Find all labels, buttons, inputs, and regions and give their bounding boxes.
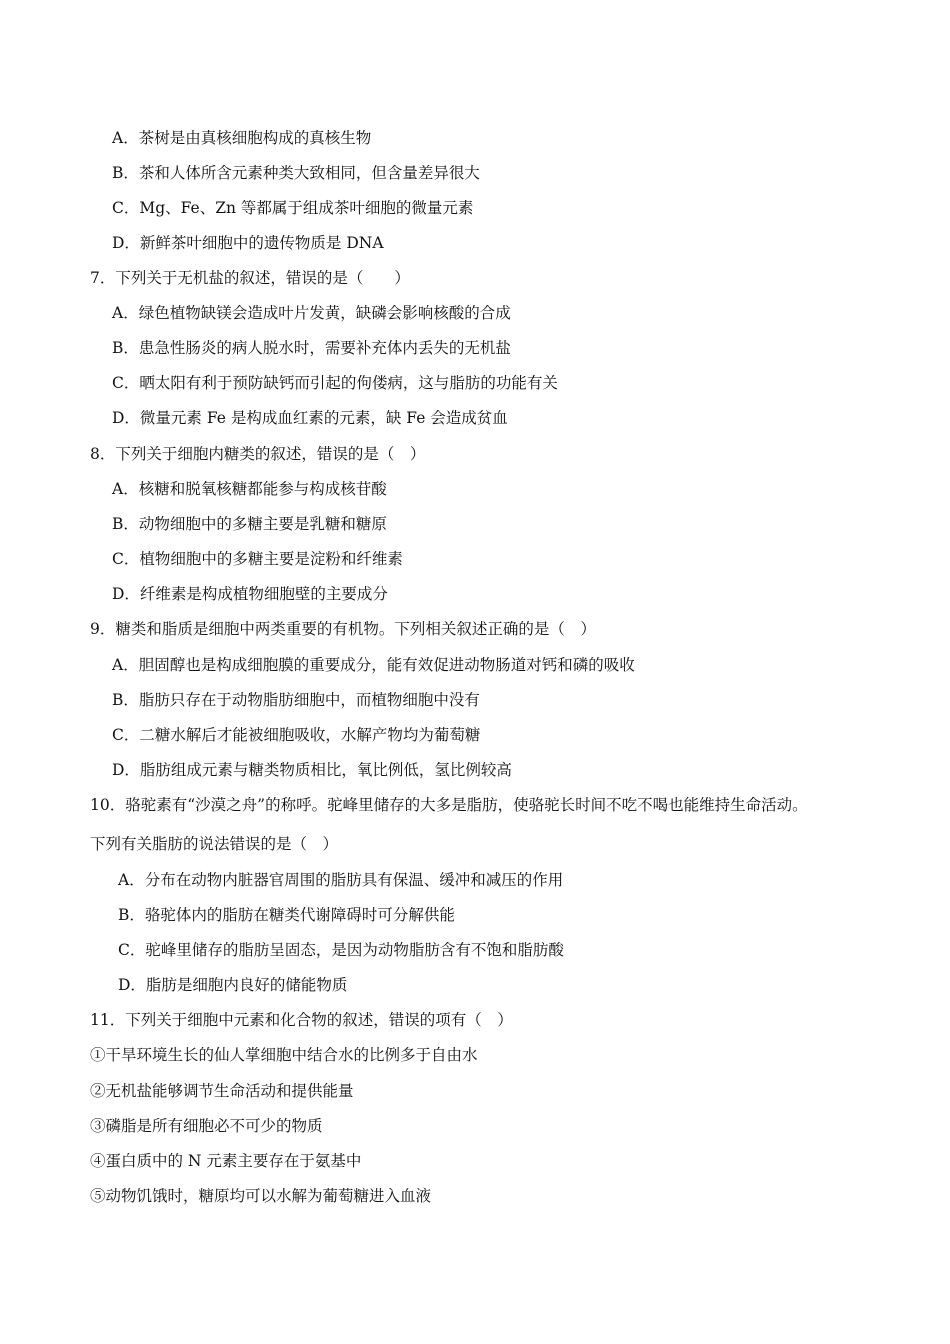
q10-stem-line2: 下列有关脂肪的说法错误的是（ ） <box>90 835 339 853</box>
q6-option-b: B．茶和人体所含元素种类大致相同，但含量差异很大 <box>112 164 480 182</box>
q9-stem: 9．糖类和脂质是细胞中两类重要的有机物。下列相关叙述正确的是（ ） <box>90 620 596 638</box>
q9-option-a: A．胆固醇也是构成细胞膜的重要成分，能有效促进动物肠道对钙和磷的吸收 <box>112 656 635 674</box>
q9-option-c: C．二糖水解后才能被细胞吸收，水解产物均为葡萄糖 <box>112 726 481 744</box>
q6-option-a: A．茶树是由真核细胞构成的真核生物 <box>112 129 372 147</box>
q6-option-d: D．新鲜茶叶细胞中的遗传物质是 DNA <box>112 234 384 252</box>
q10-option-c: C．驼峰里储存的脂肪呈固态，是因为动物脂肪含有不饱和脂肪酸 <box>118 941 564 959</box>
q9-option-d: D．脂肪组成元素与糖类物质相比，氧比例低，氢比例较高 <box>112 761 512 779</box>
q8-option-c: C．植物细胞中的多糖主要是淀粉和纤维素 <box>112 550 403 568</box>
q8-option-b: B．动物细胞中的多糖主要是乳糖和糖原 <box>112 515 387 533</box>
q11-item-5: ⑤动物饥饿时，糖原均可以水解为葡萄糖进入血液 <box>90 1187 432 1205</box>
q11-item-3: ③磷脂是所有细胞必不可少的物质 <box>90 1117 323 1135</box>
q6-option-c: C．Mg、Fe、Zn 等都属于组成茶叶细胞的微量元素 <box>112 199 474 217</box>
q7-option-d: D．微量元素 Fe 是构成血红素的元素，缺 Fe 会造成贫血 <box>112 409 508 427</box>
q7-stem: 7．下列关于无机盐的叙述，错误的是（ ） <box>90 269 410 287</box>
q11-stem: 11．下列关于细胞中元素和化合物的叙述，错误的项有（ ） <box>90 1011 513 1029</box>
q8-stem: 8．下列关于细胞内糖类的叙述，错误的是（ ） <box>90 445 426 463</box>
q11-item-1: ①干旱环境生长的仙人掌细胞中结合水的比例多于自由水 <box>90 1046 478 1064</box>
q11-item-4: ④蛋白质中的 N 元素主要存在于氨基中 <box>90 1152 362 1170</box>
q11-item-2: ②无机盐能够调节生命活动和提供能量 <box>90 1082 354 1100</box>
q10-option-d: D．脂肪是细胞内良好的储能物质 <box>118 976 348 994</box>
q7-option-b: B．患急性肠炎的病人脱水时，需要补充体内丢失的无机盐 <box>112 339 511 357</box>
q8-option-a: A．核糖和脱氧核糖都能参与构成核苷酸 <box>112 480 387 498</box>
q9-option-b: B．脂肪只存在于动物脂肪细胞中，而植物细胞中没有 <box>112 691 480 709</box>
q7-option-c: C．晒太阳有利于预防缺钙而引起的佝偻病，这与脂肪的功能有关 <box>112 374 558 392</box>
q10-stem-line1: 10．骆驼素有“沙漠之舟”的称呼。驼峰里储存的大多是脂肪，使骆驼长时间不吃不喝也能维持生命活动。 <box>90 796 808 814</box>
q7-option-a: A．绿色植物缺镁会造成叶片发黄，缺磷会影响核酸的合成 <box>112 304 511 322</box>
q10-option-a: A．分布在动物内脏器官周围的脂肪具有保温、缓冲和减压的作用 <box>118 871 564 889</box>
q10-option-b: B．骆驼体内的脂肪在糖类代谢障碍时可分解供能 <box>118 906 455 924</box>
q8-option-d: D．纤维素是构成植物细胞壁的主要成分 <box>112 585 388 603</box>
